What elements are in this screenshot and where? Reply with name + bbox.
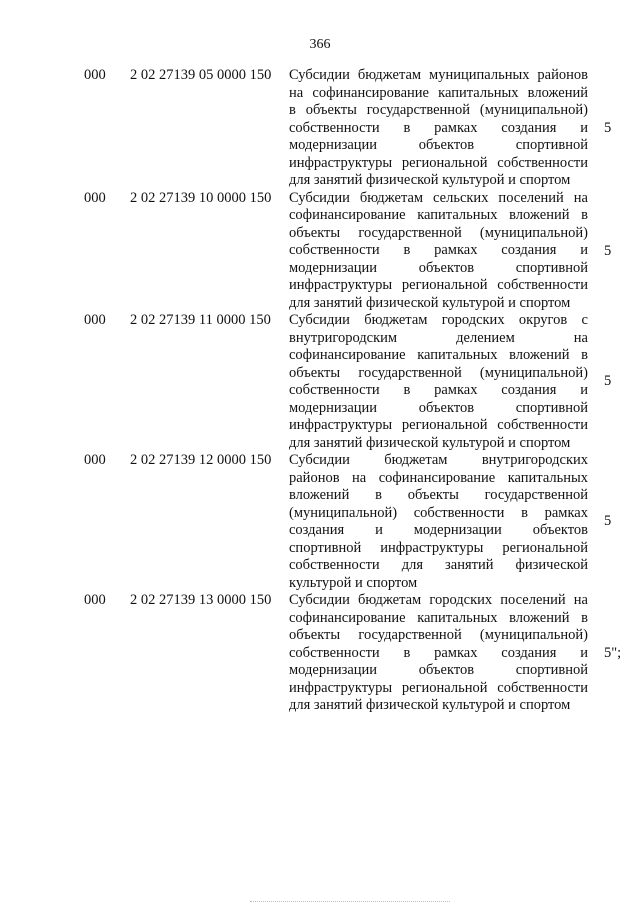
description-line: в объекты государственной (муниципальной) (289, 102, 588, 118)
description-line: культурой и спортом (289, 574, 418, 591)
description-line: Субсидии бюджетам городских поселений на (289, 592, 588, 608)
standard-value: 5"; (604, 645, 622, 661)
description-line: инфраструктуры региональной собственности (289, 277, 588, 293)
budget-classification-code: 2 02 27139 11 0000 150 (130, 312, 271, 328)
standard-value: 5 (604, 513, 612, 529)
row-description (289, 67, 588, 190)
description-line: Субсидии бюджетам сельских поселений на (289, 189, 588, 206)
description-line: модернизации объектов спортивной (289, 399, 588, 416)
description-line: внутригородским делением на (289, 329, 588, 346)
description-line: (муниципальной) собственности в рамках (289, 504, 588, 521)
budget-classification-code: 2 02 27139 05 0000 150 (130, 67, 272, 83)
budget-code-table (0, 67, 640, 715)
description-line: объекты государственной (муниципальной) (289, 224, 588, 241)
row-description (289, 312, 588, 452)
scan-edge-artifact (250, 901, 450, 903)
description-line: модернизации объектов спортивной (289, 137, 588, 153)
description-line: инфраструктуры региональной собственности (289, 679, 588, 696)
standard-value: 5 (604, 120, 612, 136)
table-row (0, 190, 640, 313)
description-line: для занятий физической культурой и спортом (289, 172, 571, 188)
admin-code: 000 (84, 312, 106, 328)
description-line: создания и модернизации объектов (289, 522, 588, 538)
description-line: Субсидии бюджетам городских округов с (289, 312, 588, 328)
description-line: собственности для занятий физической (289, 557, 588, 573)
page-number: 366 (309, 37, 331, 52)
budget-classification-code: 2 02 27139 10 0000 150 (130, 189, 272, 206)
description-line: Субсидии бюджетам муниципальных районов (289, 67, 588, 83)
description-line: для занятий физической культурой и спортом (289, 294, 571, 311)
description-line: спортивной инфраструктуры региональной (289, 539, 588, 556)
budget-classification-code: 2 02 27139 12 0000 150 (130, 452, 272, 468)
admin-code: 000 (84, 67, 106, 83)
description-line: для занятий физической культурой и спортом (289, 697, 571, 713)
description-line: софинансирование капитальных вложений в (289, 347, 588, 363)
row-description (289, 592, 588, 715)
description-line: софинансирование капитальных вложений в (289, 207, 588, 223)
description-line: вложений в объекты государственной (289, 487, 588, 503)
budget-classification-code: 2 02 27139 13 0000 150 (130, 592, 272, 608)
admin-code: 000 (84, 452, 106, 468)
standard-value: 5 (604, 242, 612, 259)
description-line: районов на софинансирование капитальных (289, 469, 588, 486)
description-line: собственности в рамках создания и (289, 644, 588, 661)
description-line: инфраструктуры региональной собственности (289, 417, 588, 433)
row-description (289, 190, 588, 313)
description-line: объекты государственной (муниципальной) (289, 627, 588, 643)
admin-code: 000 (84, 592, 106, 608)
description-line: софинансирование капитальных вложений в (289, 609, 588, 626)
table-row (0, 592, 640, 715)
standard-value: 5 (604, 373, 612, 389)
table-row (0, 452, 640, 592)
admin-code: 000 (84, 189, 106, 206)
description-line: для занятий физической культурой и спортом (289, 434, 571, 451)
table-row (0, 312, 640, 452)
table-row (0, 67, 640, 190)
description-line: инфраструктуры региональной собственности (289, 154, 588, 171)
description-line: собственности в рамках создания и (289, 119, 588, 136)
description-line: Субсидии бюджетам внутригородских (289, 452, 588, 468)
description-line: модернизации объектов спортивной (289, 662, 588, 678)
row-description (289, 452, 588, 592)
description-line: собственности в рамках создания и (289, 382, 588, 398)
description-line: модернизации объектов спортивной (289, 259, 588, 276)
description-line: объекты государственной (муниципальной) (289, 364, 588, 381)
description-line: на софинансирование капитальных вложений (289, 84, 588, 101)
description-line: собственности в рамках создания и (289, 242, 588, 258)
